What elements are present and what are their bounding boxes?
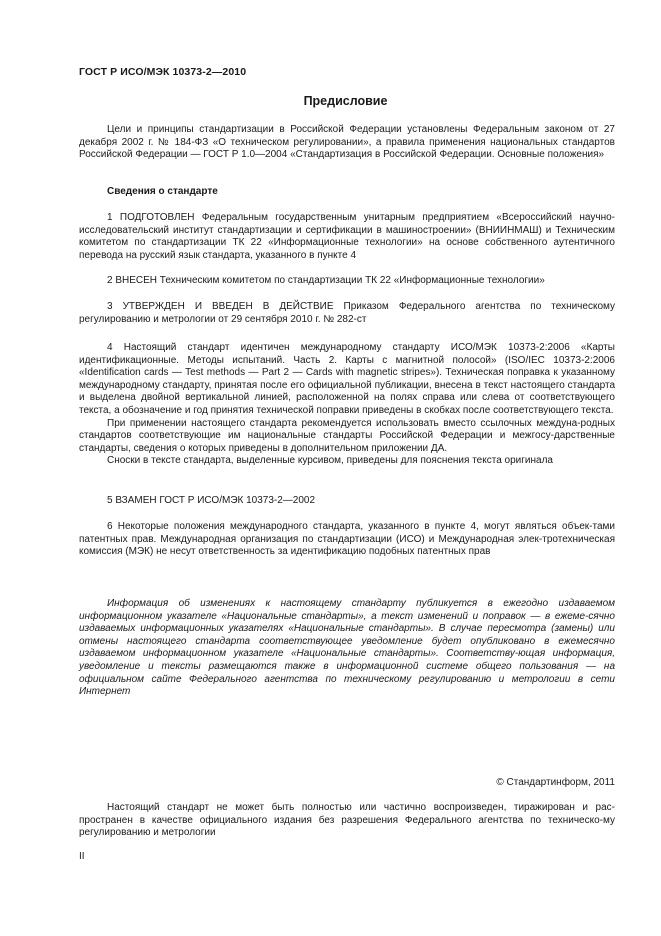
standard-id-header: ГОСТ Р ИСО/МЭК 10373-2—2010 <box>79 66 247 78</box>
item-6 <box>79 521 615 559</box>
section-heading: Сведения о стандарте <box>107 186 218 197</box>
item-2-text: 2 ВНЕСЕН Техническим комитетом по стандартизации ТК 22 «Информационные технологии» <box>107 275 545 286</box>
item-4-footnotes-text: Сноски в тексте стандарта, выделенные курсивом, приведены для пояснения текста оригинала <box>107 455 553 467</box>
reproduction-notice-text: Настоящий стандарт не может быть полностью или частично воспроизведен, тиражирован и рас-пространен в качестве официального издания без разрешения Федерального агентства по техническо-му регулированию и метрологии <box>79 802 615 839</box>
copyright: © Стандартинформ, 2011 <box>496 777 615 788</box>
page-number: II <box>79 851 85 862</box>
item-1-text: 1 ПОДГОТОВЛЕН Федеральным государственным унитарным предприятием «Всероссийский научно-исследовательский институт стандартизации и сертификации в машиностроении» (ВНИИНМАШ) и Техническим комитетом по стандартизации ТК 22 «Информационные технологии» на основе собственного аутентичного перевода на русский язык стандарта, указанного в пункте 4 <box>79 212 615 261</box>
item-3-text: 3 УТВЕРЖДЕН И ВВЕДЕН В ДЕЙСТВИЕ Приказом Федерального агентства по техническому регулированию и метрологии от 29 сентября 2010 г. № 282-ст <box>79 301 615 325</box>
item-2 <box>79 275 615 288</box>
intro-paragraph <box>79 124 615 162</box>
item-5-text: 5 ВЗАМЕН ГОСТ Р ИСО/МЭК 10373-2—2002 <box>107 495 316 506</box>
item-6-text: 6 Некоторые положения международного стандарта, указанного в пункте 4, могут являться объек-тами патентных прав. Международная организация по стандартизации (ИСО) и Международная элек-тротехническая комиссия (МЭК) не несут ответственность за идентификацию подобных патентных прав <box>79 521 615 558</box>
item-4-text: 4 Настоящий стандарт идентичен международному стандарту ИСО/МЭК 10373-2:2006 «Карты идентификационные. Методы испытаний. Часть 2. Карты с магнитной полосой» (ISO/IEC 10373-2:2006 «Identification cards — Test methods — Part 2 — Cards with magnetic stripes»). Техническая поправка к указанному международному стандарту, принятая после его официальной публикации, внесена в текст настоящего стандарта и выделена двойной вертикальной линией, расположенной на полях справа или слева от соответствующего текста, а обозначение и год принятия технической поправки приведены в скобках после соответствующего текста. <box>79 342 615 416</box>
item-1 <box>79 212 615 262</box>
item-4-references-text: При применении настоящего стандарта рекомендуется использовать вместо ссылочных междуна-родных стандартов соответствующие им национальные стандарты Российской Федерации и межгосу-дарственные стандарты, сведения о которых приведены в дополнительном приложении ДА. <box>79 417 615 454</box>
reproduction-notice <box>79 802 615 840</box>
changes-notice <box>79 598 615 699</box>
item-4 <box>79 342 615 468</box>
intro-text: Цели и принципы стандартизации в Российской Федерации установлены Федеральным законом от 27 декабря 2002 г. № 184-ФЗ «О техническом регулировании», а правила применения национальных стандартов Российской Федерации — ГОСТ Р 1.0—2004 «Стандартизация в Российской Федерации. Основные положения» <box>79 124 615 161</box>
item-3 <box>79 301 615 326</box>
page-title: Предисловие <box>303 94 388 108</box>
changes-notice-text: Информация об изменениях к настоящему стандарту публикуется в ежегодно издаваемом информационном указателе «Национальные стандарты», а текст изменений и поправок — в ежеме-сячно издаваемых информационных указателях «Национальные стандарты». В случае пересмотра (замены) или отмены настоящего стандарта соответствующее уведомление будет опубликовано в ежемесячно издаваемом информационном указателе «Национальные стандарты». Соответству-ющая информация, уведомление и тексты размещаются также в информационной системе общего пользования — на официальном сайте Федерального агентства по техническому регулированию и метрологии в сети Интернет <box>79 598 615 698</box>
item-5 <box>79 495 615 508</box>
